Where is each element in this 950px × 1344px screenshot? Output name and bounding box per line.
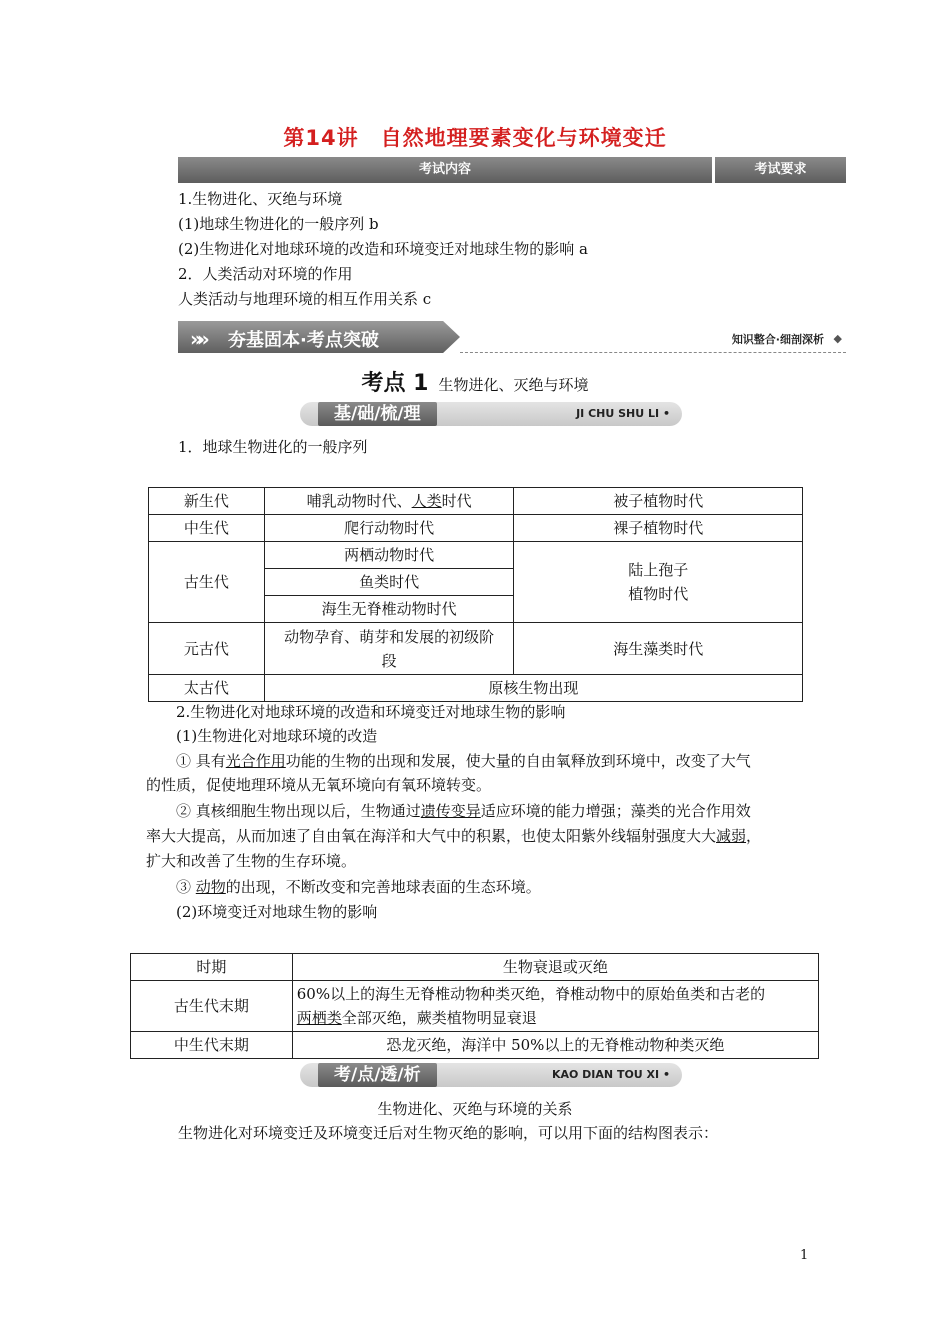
jichu-shuli-label: 基/础/梳/理 <box>318 402 437 426</box>
exam-item-3: (2)生物进化对地球环境的改造和环境变迁对地球生物的影响 a <box>178 240 588 258</box>
section-banner <box>178 321 846 355</box>
paragraph-1-line-2: 的性质，促使地理环境从无氧环境向有氧环境转变。 <box>146 776 492 794</box>
cell-text: 陆上孢子 <box>628 561 689 579</box>
sub1-heading: (1)生物进化对地球环境的改造 <box>176 727 378 745</box>
table-row <box>149 515 803 542</box>
extinction-cell <box>292 981 818 1032</box>
relation-text: 生物进化对环境变迁及环境变迁后对生物灭绝的影响，可以用下面的结构图表示： <box>178 1124 719 1142</box>
kaodian-heading <box>0 366 950 397</box>
underlined-answer: 光合作用 <box>225 752 286 770</box>
table-row <box>149 488 803 515</box>
kaodian-touxi-bar <box>300 1063 682 1087</box>
column-header: 生物衰退或灭绝 <box>292 954 818 981</box>
evolution-table <box>148 487 803 702</box>
plant-cell: 裸子植物时代 <box>514 515 803 542</box>
text: 适应环境的能力增强；藻类的光合作用效 <box>480 802 751 820</box>
sub2-heading: (2)环境变迁对地球生物的影响 <box>176 903 378 921</box>
table-row <box>149 542 803 569</box>
table-row <box>149 623 803 675</box>
table-row <box>131 1032 819 1059</box>
underlined-answer: 人类 <box>411 492 442 510</box>
exam-item-4: 2．人类活动对环境的作用 <box>178 265 353 283</box>
text: 功能的生物的出现和发展，使大量的自由氧释放到环境中，改变了大气 <box>285 752 751 770</box>
cell-text: 全部灭绝，蕨类植物明显衰退 <box>341 1009 537 1027</box>
cell-text: 时代 <box>441 492 472 510</box>
cell-text: 动物孕育、萌芽和发展的初级阶 <box>284 627 495 646</box>
exam-requirement-header: 考试要求 <box>715 157 846 183</box>
paragraph-2-line-3: 扩大和改善了生物的生存环境。 <box>146 852 357 870</box>
table-row <box>149 675 803 702</box>
plant-cell <box>514 542 803 623</box>
banner-label: 夯基固本·考点突破 <box>228 330 379 351</box>
banner-subtitle: 知识整合·细剖深析 <box>731 333 824 346</box>
page-number: 1 <box>800 1248 809 1263</box>
table-header-row <box>131 954 819 981</box>
underlined-answer: 遗传变异 <box>420 802 481 820</box>
era-cell: 太古代 <box>149 675 265 702</box>
text: ② 真核细胞生物出现以后，生物通过 <box>176 802 421 820</box>
cell-text: 段 <box>381 651 397 670</box>
cell-text-line-2 <box>297 1006 814 1030</box>
column-header: 时期 <box>131 954 293 981</box>
animal-cell <box>264 488 514 515</box>
page-title: 第14讲 自然地理要素变化与环境变迁 <box>283 126 667 150</box>
jichu-shuli-bar <box>300 402 682 426</box>
animal-cell: 爬行动物时代 <box>264 515 514 542</box>
text: ③ <box>176 878 196 896</box>
text: 率大大提高，从而加速了自由氧在海洋和大气中的积累，也使太阳紫外线辐射强度大大 <box>146 827 717 845</box>
chevron-icon: »» <box>190 327 204 351</box>
underlined-answer: 两栖类 <box>296 1009 342 1027</box>
kaodian-number: 考点 1 <box>361 371 429 396</box>
animal-cell: 两栖动物时代 <box>264 542 514 569</box>
paragraph-2-line-2 <box>146 825 761 847</box>
life-cell: 原核生物出现 <box>264 675 802 702</box>
kaodian-touxi-label: 考/点/透/析 <box>318 1063 437 1087</box>
exam-item-2: (1)地球生物进化的一般序列 b <box>178 215 379 233</box>
kaodian-touxi-en: KAO DIAN TOU XI • <box>551 1068 670 1081</box>
extinction-table <box>130 953 819 1059</box>
section1-heading: 1．地球生物进化的一般序列 <box>178 438 368 456</box>
text: ， <box>746 827 762 845</box>
animal-cell <box>264 623 514 675</box>
cell-text: 60%以上的海生无脊椎动物种类灭绝，脊椎动物中的原始鱼类和古老的 <box>296 985 766 1003</box>
period-cell: 中生代末期 <box>131 1032 293 1059</box>
era-cell: 古生代 <box>149 542 265 623</box>
kaodian-topic: 生物进化、灭绝与环境 <box>438 376 589 394</box>
animal-cell: 海生无脊椎动物时代 <box>264 596 514 623</box>
diamond-icon: ◆ <box>833 332 842 345</box>
plant-cell: 被子植物时代 <box>514 488 803 515</box>
banner-divider <box>460 352 846 353</box>
jichu-shuli-en: JI CHU SHU LI • <box>576 407 670 420</box>
cell-text: 植物时代 <box>628 585 689 603</box>
underlined-answer: 减弱 <box>716 827 747 845</box>
paragraph-1-line-1 <box>176 750 751 772</box>
table-row <box>131 981 819 1032</box>
relation-heading: 生物进化、灭绝与环境的关系 <box>377 1100 573 1118</box>
animal-cell: 鱼类时代 <box>264 569 514 596</box>
exam-item-5: 人类活动与地理环境的相互作用关系 c <box>178 290 432 308</box>
paragraph-2-line-1 <box>176 800 751 822</box>
exam-content-header: 考试内容 <box>178 157 712 183</box>
cell-text: 哺乳动物时代、 <box>306 492 412 510</box>
section2-heading: 2.生物进化对地球环境的改造和环境变迁对地球生物的影响 <box>176 703 566 721</box>
era-cell: 新生代 <box>149 488 265 515</box>
paragraph-3 <box>176 876 541 898</box>
text: 的出现，不断改变和完善地球表面的生态环境。 <box>225 878 541 896</box>
exam-item-1: 1.生物进化、灭绝与环境 <box>178 190 343 208</box>
text: ① 具有 <box>176 752 226 770</box>
plant-cell: 海生藻类时代 <box>514 623 803 675</box>
period-cell: 古生代末期 <box>131 981 293 1032</box>
era-cell: 元古代 <box>149 623 265 675</box>
era-cell: 中生代 <box>149 515 265 542</box>
underlined-answer: 动物 <box>195 878 226 896</box>
extinction-cell: 恐龙灭绝，海洋中 50%以上的无脊椎动物种类灭绝 <box>292 1032 818 1059</box>
